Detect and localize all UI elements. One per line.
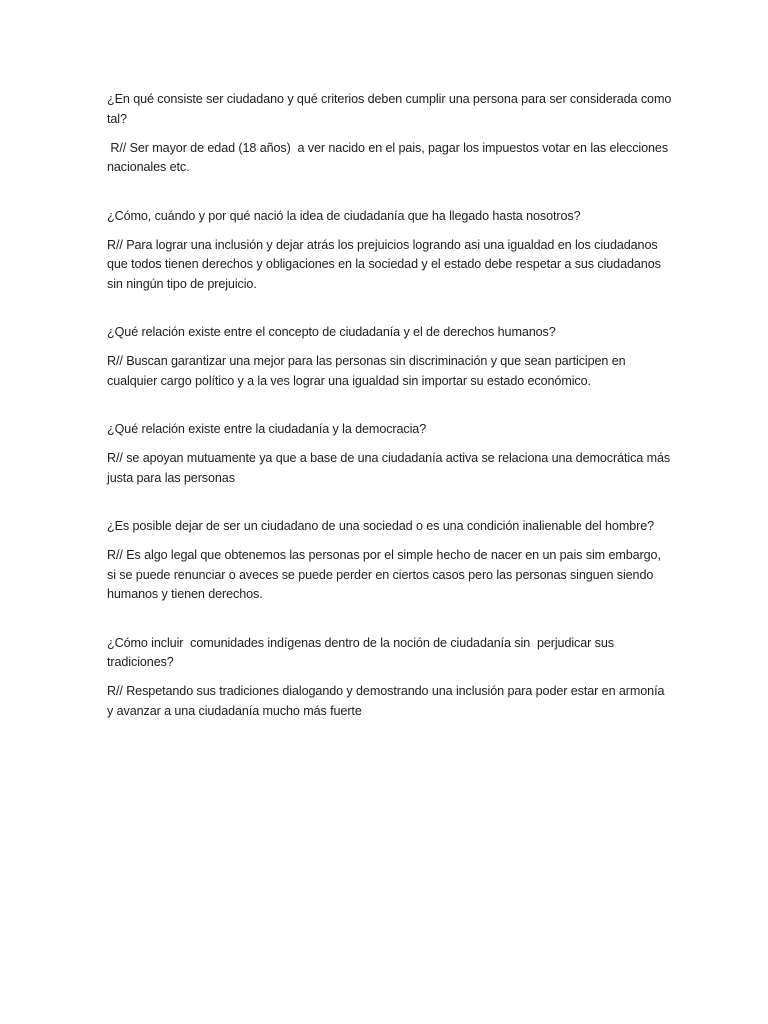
question-6: ¿Cómo incluir comunidades indígenas dentro de la noción de ciudadanía sin perjudicar sus tradiciones? (107, 635, 618, 669)
answer-3: R// Buscan garantizar una mejor para las personas sin discriminación y que sean participen en cualquier cargo político y a la ves lograr una igualdad sin importar su estado económico. (107, 354, 629, 388)
answer-1: R// Ser mayor de edad (18 años) a ver nacido en el pais, pagar los impuestos votar en las elecciones nacionales etc. (107, 140, 672, 174)
question-1: ¿En qué consiste ser ciudadano y qué criterios deben cumplir una persona para ser considerada como tal? (107, 92, 675, 126)
question-3: ¿Qué relación existe entre el concepto de ciudadanía y el de derechos humanos? (107, 325, 556, 339)
qa-block-4 (107, 420, 672, 488)
qa-block-6 (107, 634, 672, 722)
answer-4: R// se apoyan mutuamente ya que a base de una ciudadanía activa se relaciona una democrática más justa para las personas (107, 451, 674, 485)
qa-block-3 (107, 323, 672, 391)
question-2: ¿Cómo, cuándo y por qué nació la idea de ciudadanía que ha llegado hasta nosotros? (107, 208, 581, 223)
answer-6: R// Respetando sus tradiciones dialogando y demostrando una inclusión para poder estar en armonía y avanzar a una ciudadanía mucho más fuerte (107, 684, 668, 718)
document-body (107, 90, 675, 721)
answer-2: R// Para lograr una inclusión y dejar atrás los prejuicios logrando asi una igualdad en los ciudadanos que todos tienen derechos y obligaciones en la sociedad y el estado debe respetar a sus ciudadanos sin ningún tipo de prejuicio. (107, 237, 665, 291)
answer-5: R// Es algo legal que obtenemos las personas por el simple hecho de nacer en un pais sim embargo, si se puede renunciar o aveces se puede perder en ciertos casos pero las personas singuen siendo humanos y tienen derechos. (107, 548, 665, 601)
question-4: ¿Qué relación existe entre la ciudadanía y la democracia? (107, 422, 427, 436)
qa-block-1 (107, 90, 675, 178)
qa-block-2 (107, 207, 672, 295)
question-5: ¿Es posible dejar de ser un ciudadano de una sociedad o es una condición inalienable del hombre? (107, 519, 655, 533)
qa-block-5 (107, 517, 672, 605)
